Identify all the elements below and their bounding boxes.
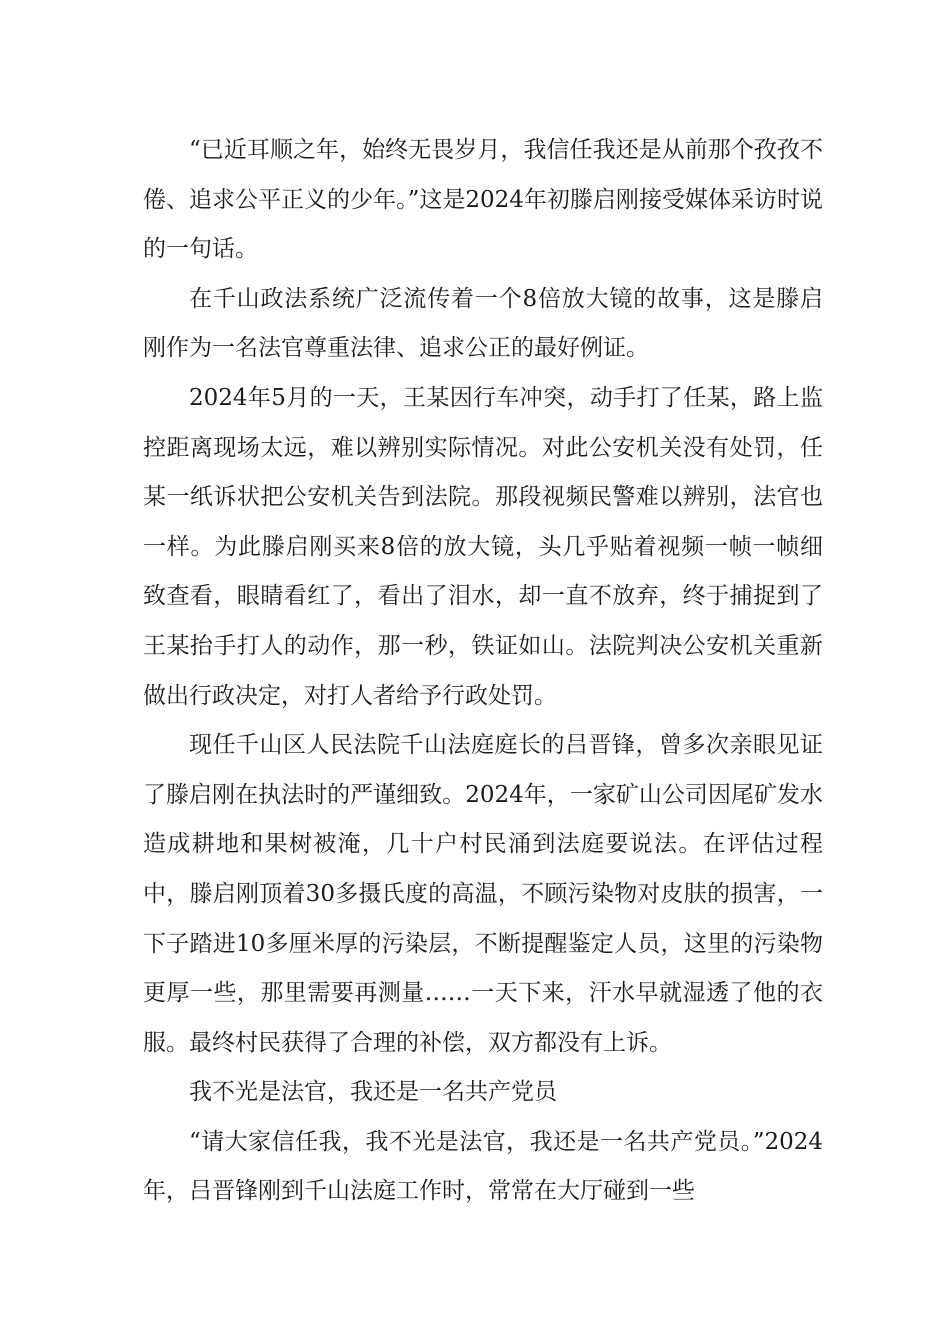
paragraph-case-detail: 2024年5月的一天，王某因行车冲突，动手打了任某，路上监控距离现场太远，难以辨别实际情况。对此公安机关没有处罚，任某一纸诉状把公安机关告到法院。那段视频民警难以辨别，法官也一样。为此滕启刚买来8倍的放大镜，头几乎贴着视频一帧一帧细致查看，眼睛看红了，看出了泪水，却一直不放弃，终于捕捉到了王某抬手打人的动作，那一秒，铁证如山。法院判决公安机关重新做出行政决定，对打人者给予行政处罚。 [143,384,823,709]
paragraph-mine-case: 现任千山区人民法院千山法庭庭长的吕晋锋，曾多次亲眼见证了滕启刚在执法时的严谨细致。2024年，一家矿山公司因尾矿发水造成耕地和果树被淹，几十户村民涌到法庭要说法。在评估过程中，滕启刚顶着30多摄氏度的高温，不顾污染物对皮肤的损害，一下子踏进10多厘米厚的污染层，不断提醒鉴定人员，这里的污染物更厚一些，那里需要再测量……一天下来，汗水早就湿透了他的衣服。最终村民获得了合理的补偿，双方都没有上诉。 [143,732,823,1056]
paragraph-magnifier-story: 在千山政法系统广泛流传着一个8倍放大镜的故事，这是滕启刚作为一名法官尊重法律、追求公正的最好例证。 [143,285,823,362]
document-body [143,126,823,1217]
paragraph-party-member: “请大家信任我，我不光是法官，我还是一名共产党员。”2024年，吕晋锋刚到千山法庭工作时，常常在大厅碰到一些 [143,1128,823,1205]
section-heading: 我不光是法官，我还是一名共产党员 [189,1079,557,1106]
paragraph-quote-opening: “已近耳顺之年，始终无畏岁月，我信任我还是从前那个孜孜不倦、追求公平正义的少年。”这是2024年初滕启刚接受媒体采访时说的一句话。 [143,137,823,263]
